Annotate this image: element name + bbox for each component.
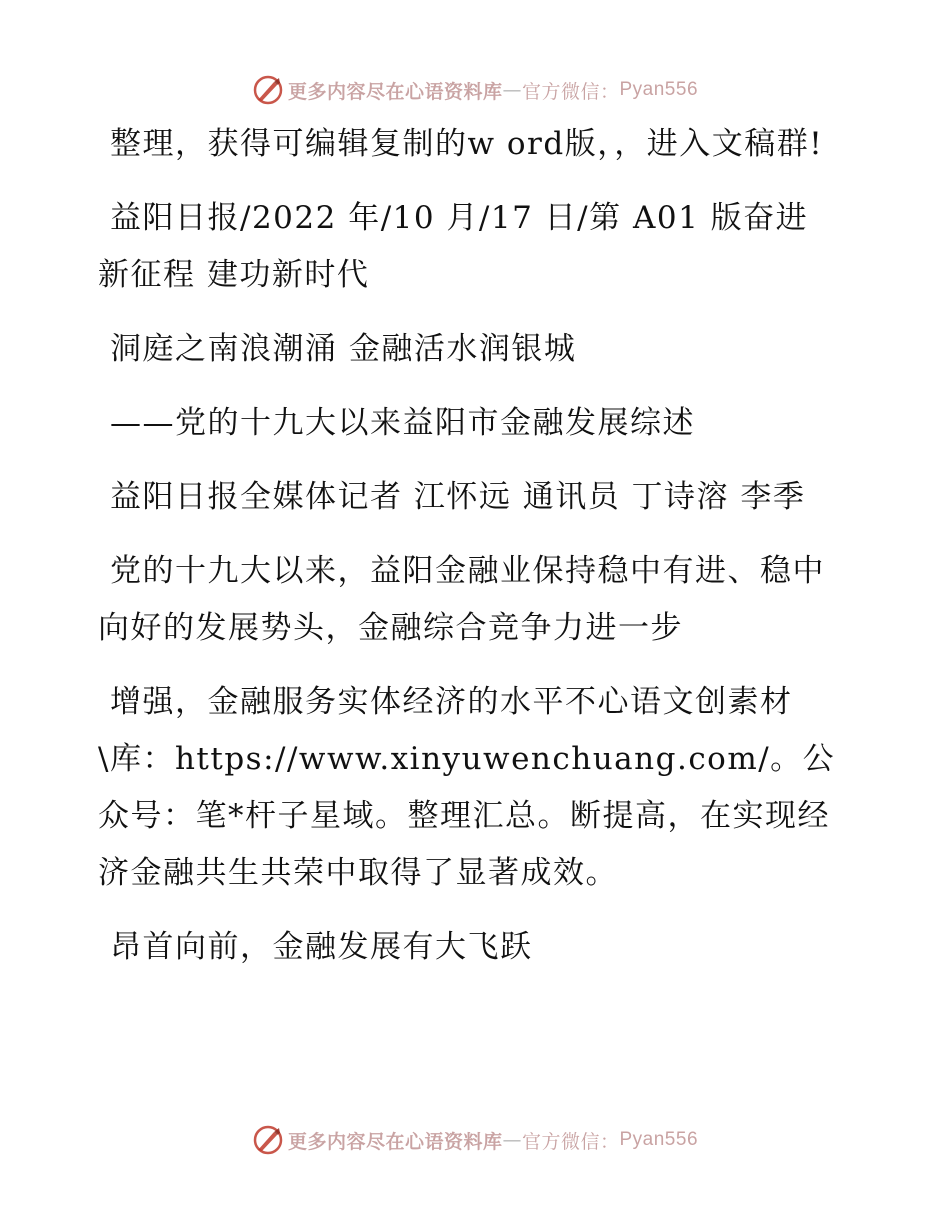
paragraph-headline: 洞庭之南浪潮涌 金融活水润银城 xyxy=(110,331,577,367)
watermark-main-text: 更多内容尽在心语资料库 xyxy=(287,1130,503,1153)
watermark-wechat-id: Pyan556 xyxy=(619,79,699,100)
paragraph-body-2: 增强，金融服务实体经济的水平不心语文创素材\库：https://www.xinyuwenchuang.com/。公众号：笔*杆子星域。整理汇总。断提高，在实现经济金融共生共荣中取得了显著成效。 xyxy=(98,684,836,891)
watermark-dash: — xyxy=(502,1129,522,1151)
paragraph-section-heading: 昂首向前，金融发展有大飞跃 xyxy=(110,929,533,965)
paragraph-byline: 益阳日报全媒体记者 江怀远 通讯员 丁诗溶 李季 xyxy=(110,479,806,515)
watermark-sub-text: 官方微信： xyxy=(521,80,620,103)
quill-logo-icon xyxy=(252,1124,284,1156)
watermark-dash: — xyxy=(502,79,522,101)
footer-watermark xyxy=(0,1120,950,1160)
paragraph-source: 益阳日报/2022 年/10 月/17 日/第 A01 版奋进新征程 建功新时代 xyxy=(98,200,809,293)
header-watermark xyxy=(0,70,950,110)
paragraph-body-1: 党的十九大以来，益阳金融业保持稳中有进、稳中向好的发展势头，金融综合竞争力进一步 xyxy=(98,553,825,646)
watermark-wechat-id: Pyan556 xyxy=(619,1129,699,1150)
quill-logo-icon xyxy=(252,74,284,106)
paragraph-intro: 整理，获得可编辑复制的w ord版，，进入文稿群! xyxy=(110,126,824,162)
watermark-sub-text: 官方微信： xyxy=(521,1130,620,1153)
paragraph-subheadline: ——党的十九大以来益阳市金融发展综述 xyxy=(110,405,695,441)
document-body xyxy=(98,116,838,993)
watermark-main-text: 更多内容尽在心语资料库 xyxy=(287,80,503,103)
